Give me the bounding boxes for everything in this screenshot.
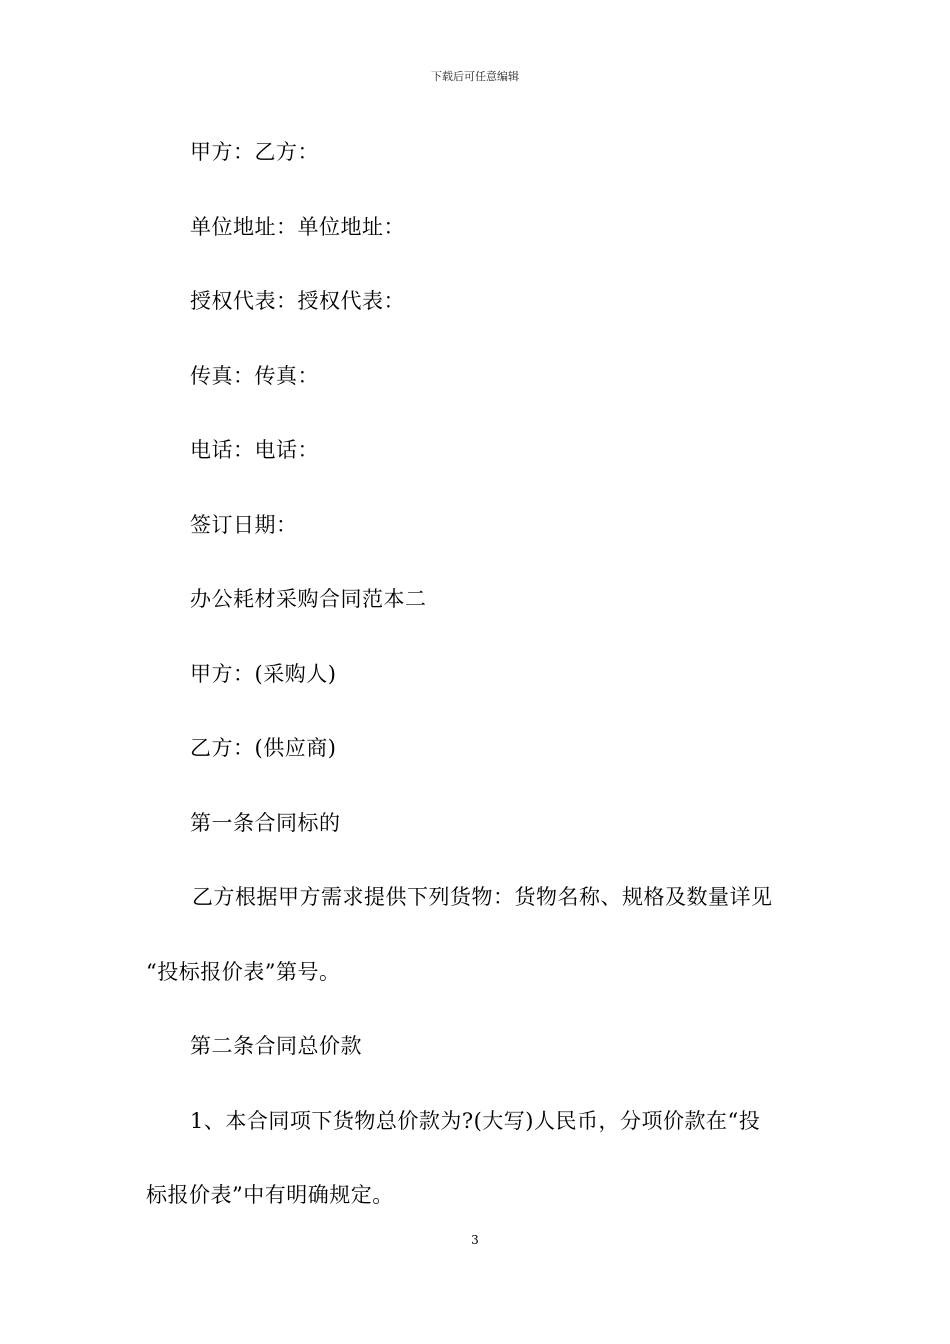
paragraph-2-line-2: 标报价表”中有明确规定。 (146, 1183, 394, 1207)
party-a-line: 甲方：(采购人) (190, 662, 337, 686)
sign-date-line: 签订日期： (190, 513, 298, 537)
article-1-heading: 第一条合同标的 (190, 811, 341, 835)
paragraph-2-line-1: 1、本合同项下货物总价款为?(大写)人民币，分项价款在“投 (190, 1109, 761, 1133)
fax-line: 传真：传真： (190, 364, 319, 388)
address-line: 单位地址：单位地址： (190, 215, 405, 239)
party-line: 甲方：乙方： (190, 140, 319, 164)
page-number: 3 (471, 1233, 479, 1247)
phone-line: 电话：电话： (190, 438, 319, 462)
representative-line: 授权代表：授权代表： (190, 289, 405, 313)
paragraph-1-line-2: “投标报价表”第号。 (146, 960, 341, 984)
page-header: 下载后可任意编辑 (431, 70, 519, 83)
paragraph-1-line-1: 乙方根据甲方需求提供下列货物：货物名称、规格及数量详见 (192, 885, 773, 909)
party-b-line: 乙方：(供应商) (190, 736, 337, 760)
article-2-heading: 第二条合同总价款 (190, 1034, 362, 1058)
contract-title: 办公耗材采购合同范本二 (190, 587, 427, 611)
